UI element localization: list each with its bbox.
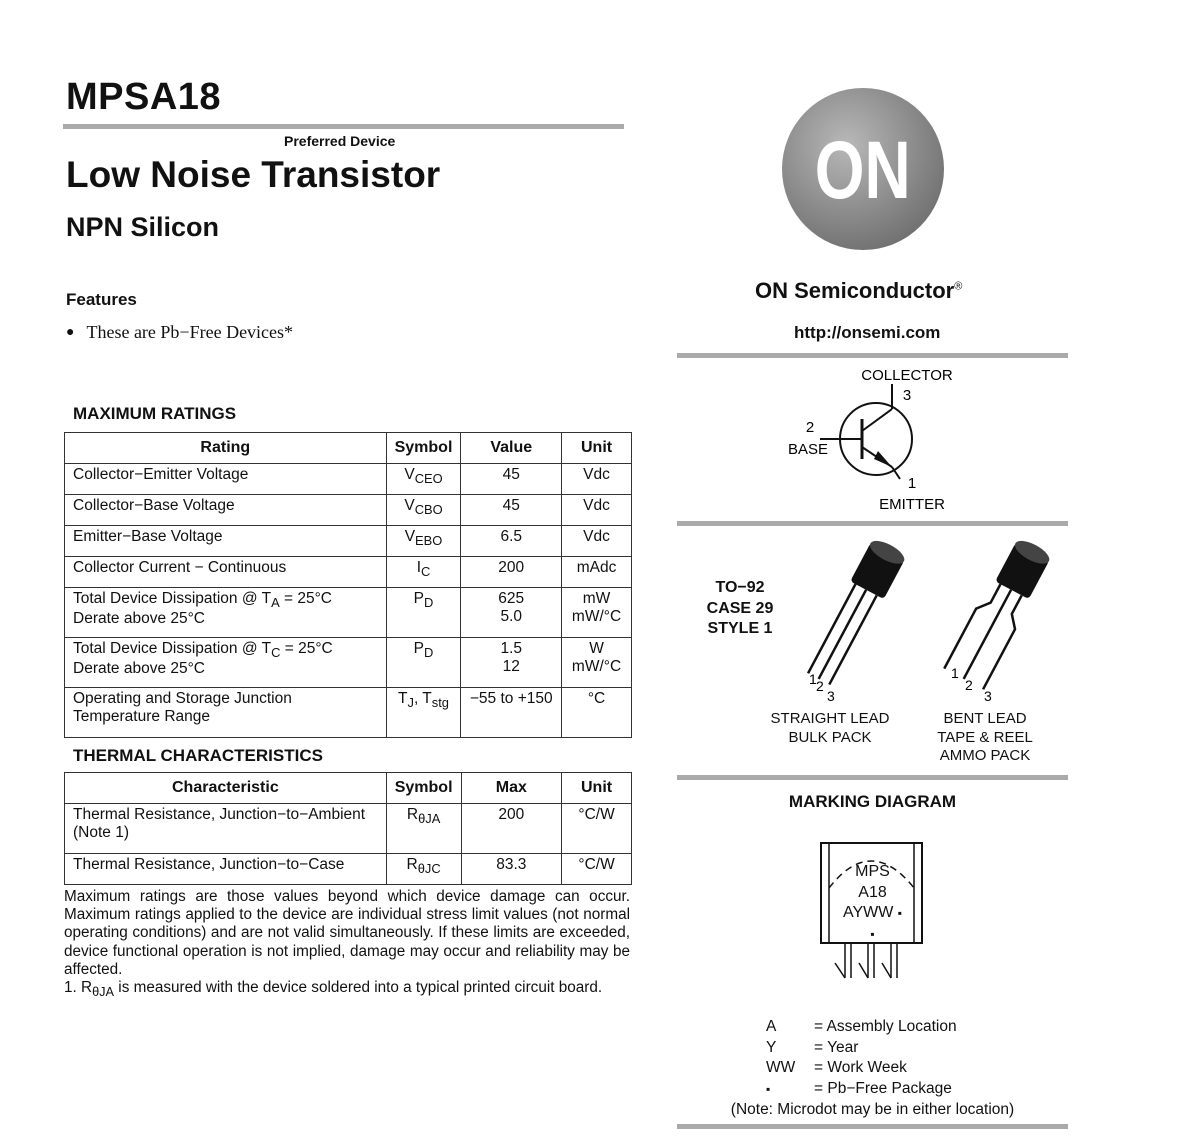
pin-1-label: 1: [809, 671, 817, 687]
rating-cell: Total Device Dissipation @ $T_A = 25^\circ C$ Derate above 25°C: [65, 588, 387, 638]
rating-cell: Total Device Dissipation @ $T_C = 25^\circ C$ Derate above 25°C: [65, 638, 387, 688]
part-number: MPSA18: [66, 76, 222, 118]
characteristic-cell: Thermal Resistance, Junction−to−Ambient (Note 1): [65, 804, 387, 854]
collector-label: COLLECTOR: [861, 367, 953, 384]
pin-3-label: 3: [984, 688, 992, 704]
marking-diagram-heading: MARKING DIAGRAM: [788, 792, 957, 811]
unit-cell: °C/W: [562, 854, 632, 885]
note-1: 1. $R_{\theta JA}$ is measured with the device soldered into a typical printed circuit board.: [64, 979, 603, 1000]
legend-row: A = Assembly Location: [766, 1018, 957, 1035]
max-cell: 83.3: [461, 854, 562, 885]
straight-lead-package-icon: [795, 533, 920, 708]
straight-lead-label: STRAIGHT LEAD BULK PACK: [770, 710, 890, 746]
max-ratings-table: [64, 432, 632, 738]
feature-item: [66, 322, 293, 343]
max-ratings-heading: MAXIMUM RATINGS: [73, 404, 237, 423]
section-divider: [677, 775, 1068, 780]
marking-text: MPS A18 AYWW ▪ ▪: [842, 863, 903, 941]
unit-cell: Vdc: [562, 495, 632, 526]
table-row: [65, 557, 632, 588]
legend-row: ▪ = Pb−Free Package: [766, 1079, 952, 1097]
column-header: Symbol: [386, 433, 461, 464]
value-cell: 45: [461, 495, 562, 526]
company-name: ON Semiconductor®: [755, 278, 963, 303]
symbol-cell: $R_{\theta JA}$: [386, 804, 461, 854]
table-header-row: [65, 433, 632, 464]
table-row: [65, 638, 632, 688]
package-title: TO−92 CASE 29 STYLE 1: [706, 579, 774, 637]
rating-cell: Collector Current − Continuous: [65, 557, 387, 588]
bullet-icon: ●: [66, 325, 75, 340]
page-title: Low Noise Transistor: [66, 154, 441, 195]
column-header: Unit: [562, 433, 632, 464]
base-label: BASE: [787, 441, 829, 458]
value-cell: 6.5: [461, 526, 562, 557]
page-subtitle: NPN Silicon: [66, 212, 220, 242]
disclaimer-text: Maximum ratings are those values beyond which device damage can occur. Maximum ratings applied to the device are individual stress limit values (not normal operating conditions) and are not valid simultaneously. If these limits are exceeded, device functional operation is not implied, damage may occur and reliability may be affected.: [64, 888, 630, 978]
value-cell: −55 to +150: [461, 688, 562, 738]
symbol-cell: $P_D$: [386, 588, 461, 638]
table-row: [65, 854, 632, 885]
symbol-cell: $V_{CEO}$: [386, 464, 461, 495]
column-header: Symbol: [386, 773, 461, 804]
unit-cell: Vdc: [562, 464, 632, 495]
features-heading: Features: [66, 290, 137, 309]
max-cell: 200: [461, 804, 562, 854]
thermal-table: [64, 772, 632, 885]
symbol-cell: $R_{\theta JC}$: [386, 854, 461, 885]
value-cell: 45: [461, 464, 562, 495]
unit-cell: Vdc: [562, 526, 632, 557]
table-row: [65, 464, 632, 495]
table-row: [65, 526, 632, 557]
microdot-note: (Note: Microdot may be in either location): [730, 1101, 1015, 1118]
unit-cell: mW mW/°C: [562, 588, 632, 638]
table-row: [65, 804, 632, 854]
unit-cell: °C/W: [562, 804, 632, 854]
title-rule: [63, 124, 624, 129]
pin-2-label: 2: [965, 677, 973, 693]
symbol-cell: $V_{CBO}$: [386, 495, 461, 526]
characteristic-cell: Thermal Resistance, Junction−to−Case: [65, 854, 387, 885]
symbol-cell: $V_{EBO}$: [386, 526, 461, 557]
feature-text: These are Pb−Free Devices*: [86, 322, 294, 342]
column-header: Value: [461, 433, 562, 464]
rating-cell: Collector−Emitter Voltage: [65, 464, 387, 495]
unit-cell: W mW/°C: [562, 638, 632, 688]
unit-cell: °C: [562, 688, 632, 738]
section-divider: [677, 521, 1068, 526]
pin-3-label: 3: [827, 688, 835, 704]
transistor-schematic: [780, 362, 980, 517]
bent-lead-package-icon: [940, 533, 1065, 708]
section-divider: [677, 1124, 1068, 1129]
legend-row: WW = Work Week: [766, 1059, 907, 1076]
rating-cell: Operating and Storage Junction Temperature Range: [65, 688, 387, 738]
value-cell: 625 5.0: [461, 588, 562, 638]
collector-pin: 3: [902, 387, 912, 404]
marking-legend: [766, 1017, 957, 1099]
emitter-label: EMITTER: [879, 496, 945, 513]
table-row: [65, 495, 632, 526]
column-header: Characteristic: [65, 773, 387, 804]
pin-2-label: 2: [816, 678, 824, 694]
symbol-cell: $T_J$, $T_{stg}$: [386, 688, 461, 738]
logo-letters: ON: [814, 123, 911, 216]
table-row: [65, 588, 632, 638]
table-row: [65, 688, 632, 738]
column-header: Rating: [65, 433, 387, 464]
symbol-cell: $I_C$: [386, 557, 461, 588]
section-divider: [677, 353, 1068, 358]
ratings-notes: [64, 888, 630, 1001]
column-header: Max: [461, 773, 562, 804]
preferred-device-label: Preferred Device: [284, 133, 396, 149]
pin-1-label: 1: [951, 665, 959, 681]
legend-row: Y = Year: [766, 1038, 859, 1056]
thermal-heading: THERMAL CHARACTERISTICS: [73, 746, 323, 765]
rating-cell: Emitter−Base Voltage: [65, 526, 387, 557]
symbol-cell: $P_D$: [386, 638, 461, 688]
emitter-arrow-icon: [874, 451, 892, 467]
rating-cell: Collector−Base Voltage: [65, 495, 387, 526]
value-cell: 1.5 12: [461, 638, 562, 688]
emitter-pin: 1: [907, 475, 917, 492]
website-link[interactable]: http://onsemi.com: [794, 323, 941, 342]
unit-cell: mAdc: [562, 557, 632, 588]
bent-lead-label: BENT LEAD TAPE & REEL AMMO PACK: [937, 710, 1033, 764]
value-cell: 200: [461, 557, 562, 588]
table-header-row: [65, 773, 632, 804]
column-header: Unit: [562, 773, 632, 804]
base-pin: 2: [805, 419, 815, 436]
on-logo: [780, 86, 946, 252]
